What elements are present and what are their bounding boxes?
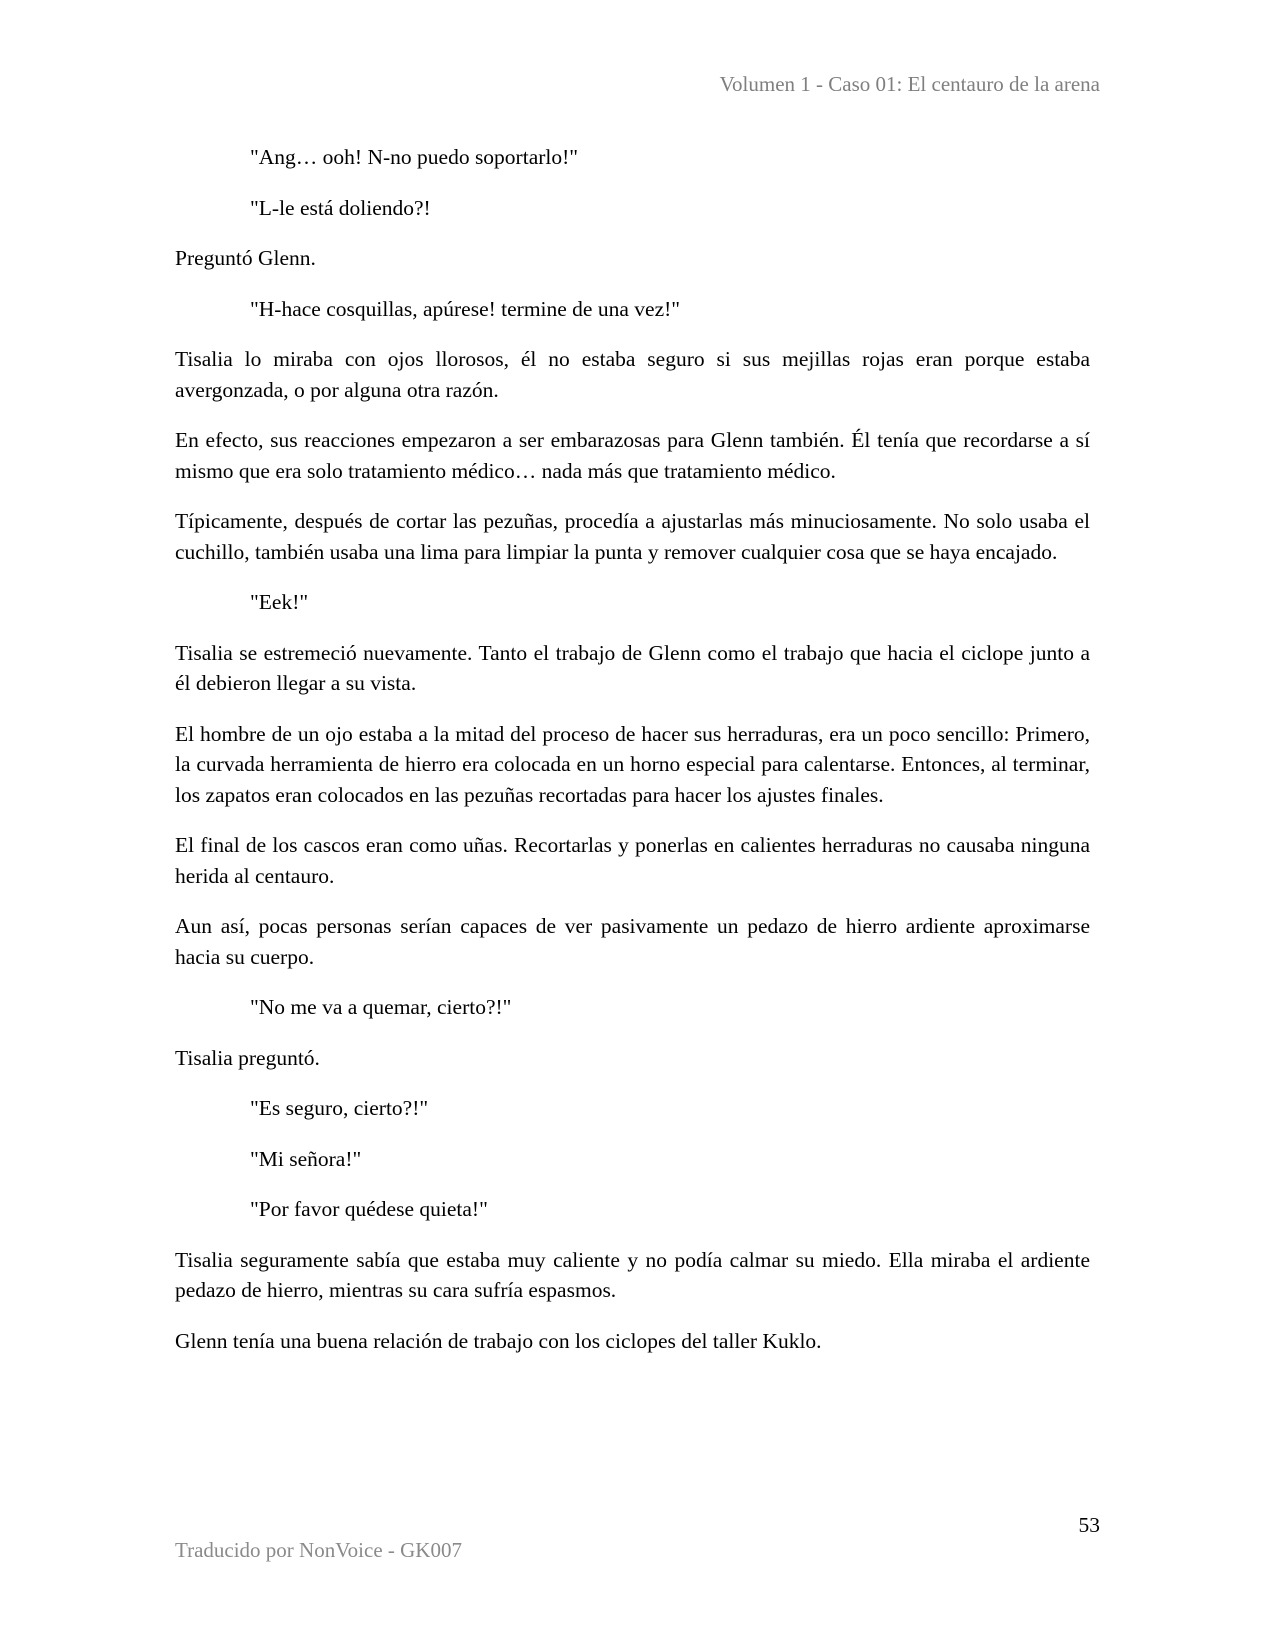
dialogue-line: "No me va a quemar, cierto?!" [250, 995, 512, 1019]
narration-paragraph: Tisalia lo miraba con ojos llorosos, él no estaba seguro si sus mejillas rojas eran porque estaba avergonzada, o por alguna otra razón. [175, 347, 1090, 402]
running-header: Volumen 1 - Caso 01: El centauro de la arena [719, 72, 1100, 96]
page-number: 53 [1078, 1513, 1100, 1537]
dialogue-line: "H-hace cosquillas, apúrese! termine de una vez!" [250, 296, 681, 321]
dialogue-line: "Mi señora!" [250, 1146, 362, 1171]
narration-paragraph: Glenn tenía una buena relación de trabajo con los ciclopes del taller Kuklo. [175, 1328, 822, 1353]
narration-paragraph: Preguntó Glenn. [175, 246, 316, 270]
narration-paragraph: Aun así, pocas personas serían capaces de ver pasivamente un pedazo de hierro ardiente aproximarse hacia su cuerpo. [175, 914, 1090, 969]
dialogue-line: "Ang… ooh! N-no puedo soportarlo!" [250, 145, 579, 169]
dialogue-line: "L-le está doliendo?! [250, 195, 431, 220]
narration-paragraph: Tisalia seguramente sabía que estaba muy caliente y no podía calmar su miedo. Ella miraba el ardiente pedazo de hierro, mientras su cara sufría espasmos. [175, 1247, 1090, 1302]
narration-paragraph: El hombre de un ojo estaba a la mitad del proceso de hacer sus herraduras, era un poco sencillo: Primero, la curvada herramienta de hierro era colocada en un horno especial para calentarse. Entonces, al terminar, los zapatos eran colocados en las pezuñas recortadas para hacer los ajustes finales. [175, 721, 1090, 807]
narration-paragraph: Tisalia preguntó. [175, 1045, 320, 1070]
dialogue-line: "Eek!" [250, 590, 309, 614]
translator-credit: Traducido por NonVoice - GK007 [175, 1538, 462, 1562]
narration-paragraph: Típicamente, después de cortar las pezuñas, procedía a ajustarlas más minuciosamente. No solo usaba el cuchillo, también usaba una lima para limpiar la punta y remover cualquier cosa que se haya encajado. [175, 509, 1090, 564]
narration-paragraph: En efecto, sus reacciones empezaron a ser embarazosas para Glenn también. Él tenía que recordarse a sí mismo que era solo tratamiento médico… nada más que tratamiento médico. [175, 428, 1090, 483]
dialogue-line: "Por favor quédese quieta!" [250, 1197, 488, 1221]
narration-paragraph: Tisalia se estremeció nuevamente. Tanto el trabajo de Glenn como el trabajo que hacia el ciclope junto a él debieron llegar a su vista. [175, 640, 1090, 695]
dialogue-line: "Es seguro, cierto?!" [250, 1096, 429, 1120]
narration-paragraph: El final de los cascos eran como uñas. Recortarlas y ponerlas en calientes herraduras no causaba ninguna herida al centauro. [175, 833, 1090, 888]
page-body [175, 142, 1090, 1376]
